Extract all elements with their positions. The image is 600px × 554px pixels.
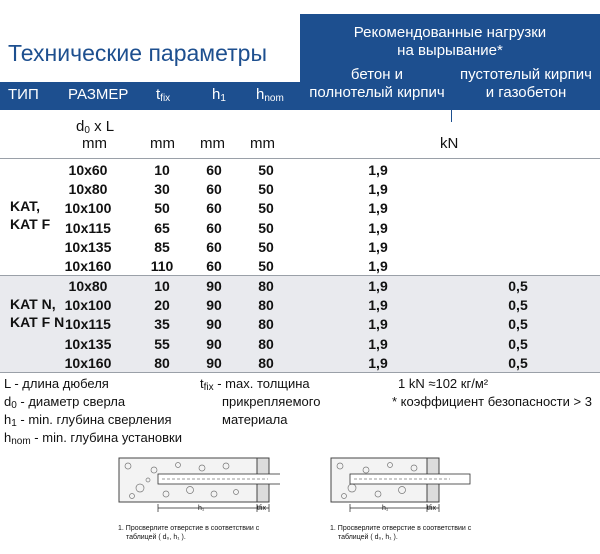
cell-concrete: 1,9 — [368, 316, 388, 333]
legend-hnom: $h_{nom}$ - min. глубина установки — [4, 430, 182, 447]
cell-concrete: 1,9 — [368, 181, 388, 198]
col-type: ТИП — [8, 86, 39, 103]
hollow-line-2: и газобетон — [485, 84, 567, 101]
cell-h1: 60 — [206, 219, 222, 236]
col-size: РАЗМЕР — [68, 86, 129, 103]
legend-safety: * коэффициент безопасности > 3 — [392, 394, 592, 409]
group-type-label: KAT, KAT F — [10, 198, 51, 232]
cell-tfix: 110 — [150, 258, 174, 274]
cell-hnom: 80 — [258, 297, 274, 314]
unit-hnom: mm — [250, 135, 275, 152]
recommended-line-2: на вырывание* — [397, 42, 503, 59]
cell-concrete: 1,9 — [368, 162, 388, 178]
concrete-line-2: полнотелый кирпич — [309, 84, 445, 101]
legend-l: L - длина дюбеля — [4, 376, 109, 391]
legend-d0: $d_0$ - диаметр сверла — [4, 394, 126, 411]
table-top-rule — [0, 158, 600, 159]
cell-hollow: 0,5 — [508, 297, 528, 314]
cell-h1: 90 — [206, 316, 222, 333]
cell-concrete: 1,9 — [368, 258, 388, 274]
legend-tfix: $t_{fix}$ - max. толщина — [200, 376, 310, 393]
cell-h1: 60 — [206, 238, 222, 255]
unit-h1: mm — [200, 135, 225, 152]
cell-hnom: 50 — [258, 238, 274, 255]
cell-h1: 90 — [206, 297, 222, 314]
cell-hollow: 0,5 — [508, 278, 528, 294]
diagram-2-h1-label: h₁ — [382, 505, 389, 512]
cell-tfix: 10 — [154, 162, 170, 178]
unit-tfix: mm — [150, 135, 175, 152]
cell-tfix: 10 — [154, 278, 170, 294]
cell-h1: 90 — [206, 335, 222, 352]
cell-size: 10x80 — [68, 181, 108, 198]
cell-size: 10x100 — [64, 200, 112, 217]
cell-hnom: 80 — [258, 335, 274, 352]
col-h1: $h_1$ — [212, 86, 226, 104]
cell-concrete: 1,9 — [368, 297, 388, 314]
legend-kn: 1 kN ≈102 кг/м² — [398, 376, 489, 391]
cell-tfix: 20 — [154, 297, 170, 314]
cell-tfix: 50 — [154, 200, 170, 217]
unit-size-line-1: $d_0$ x L — [76, 118, 115, 136]
load-column-divider — [451, 102, 452, 122]
cell-size: 10x80 — [68, 278, 108, 294]
legend-h1: $h_1$ - min. глубина сверления — [4, 412, 172, 429]
cell-concrete: 1,9 — [368, 278, 388, 294]
diagram-1-caption: 1. Просверлите отверстие в соответствии с таблицей ( d₀, h₁ ). — [118, 525, 260, 541]
cell-size: 10x115 — [65, 219, 111, 236]
cell-hollow: 0,5 — [508, 335, 528, 352]
cell-h1: 90 — [206, 354, 222, 371]
diagram-2-caption: 1. Просверлите отверстие в соответствии с таблицей ( d₀, h₁ ). — [330, 525, 472, 541]
cell-concrete: 1,9 — [368, 354, 388, 371]
cell-size: 10x160 — [64, 354, 112, 371]
cell-hnom: 80 — [258, 316, 274, 333]
cell-h1: 60 — [206, 162, 222, 178]
col-hnom: $h_{nom}$ — [256, 86, 284, 104]
hollow-line-1: пустотелый кирпич — [460, 66, 592, 83]
cell-h1: 60 — [206, 181, 222, 198]
group-separator-rule — [0, 275, 600, 276]
drill-hole-diagram-icon — [330, 456, 492, 526]
unit-size-line-2: mm — [82, 135, 107, 152]
cell-hnom: 50 — [258, 258, 274, 274]
cell-h1: 90 — [206, 278, 222, 294]
cell-tfix: 65 — [154, 219, 170, 236]
cell-tfix: 35 — [154, 316, 170, 333]
diagram-1-h1-label: h₁ — [198, 505, 205, 512]
cell-hollow: 0,5 — [508, 316, 528, 333]
cell-hnom: 50 — [258, 219, 274, 236]
cell-h1: 60 — [206, 200, 222, 217]
cell-tfix: 85 — [154, 238, 170, 255]
cell-size: 10x135 — [64, 335, 112, 352]
install-diagram-2 — [330, 456, 492, 552]
hollow-heading — [452, 66, 600, 102]
cell-hnom: 80 — [258, 354, 274, 371]
cell-tfix: 55 — [154, 335, 170, 352]
cell-hnom: 50 — [258, 200, 274, 217]
cell-size: 10x100 — [64, 297, 112, 314]
diagram-2-tfix-label: tfix — [427, 505, 436, 512]
cell-size: 10x115 — [65, 316, 111, 333]
cell-concrete: 1,9 — [368, 200, 388, 217]
table-bottom-rule — [0, 372, 600, 373]
cell-size: 10x160 — [64, 258, 112, 274]
cell-concrete: 1,9 — [368, 219, 388, 236]
concrete-heading — [304, 66, 450, 102]
cell-concrete: 1,9 — [368, 335, 388, 352]
concrete-line-1: бетон и — [350, 66, 404, 83]
legend-tfix-2: прикрепляемого — [222, 394, 321, 409]
recommended-loads-heading — [300, 24, 600, 60]
recommended-line-1: Рекомендованные нагрузки — [353, 24, 547, 41]
page-title: Технические параметры — [8, 40, 267, 66]
cell-hollow: 0,5 — [508, 354, 528, 371]
cell-size: 10x135 — [64, 238, 112, 255]
cell-hnom: 50 — [258, 181, 274, 198]
unit-load: kN — [440, 135, 459, 152]
diagram-1-tfix-label: tfix — [257, 505, 266, 512]
cell-tfix: 30 — [154, 181, 170, 198]
cell-hnom: 50 — [258, 162, 274, 178]
cell-hnom: 80 — [258, 278, 274, 294]
cell-tfix: 80 — [154, 354, 170, 371]
cell-h1: 60 — [206, 258, 222, 274]
cell-concrete: 1,9 — [368, 238, 388, 255]
group-type-label-2: KAT N, KAT F N — [10, 296, 65, 330]
install-diagram-1 — [118, 456, 280, 552]
cell-size: 10x60 — [68, 162, 108, 178]
legend-tfix-3: материала — [222, 412, 288, 427]
col-tfix: $t_{fix}$ — [156, 86, 171, 104]
drill-hole-diagram-icon — [118, 456, 280, 526]
